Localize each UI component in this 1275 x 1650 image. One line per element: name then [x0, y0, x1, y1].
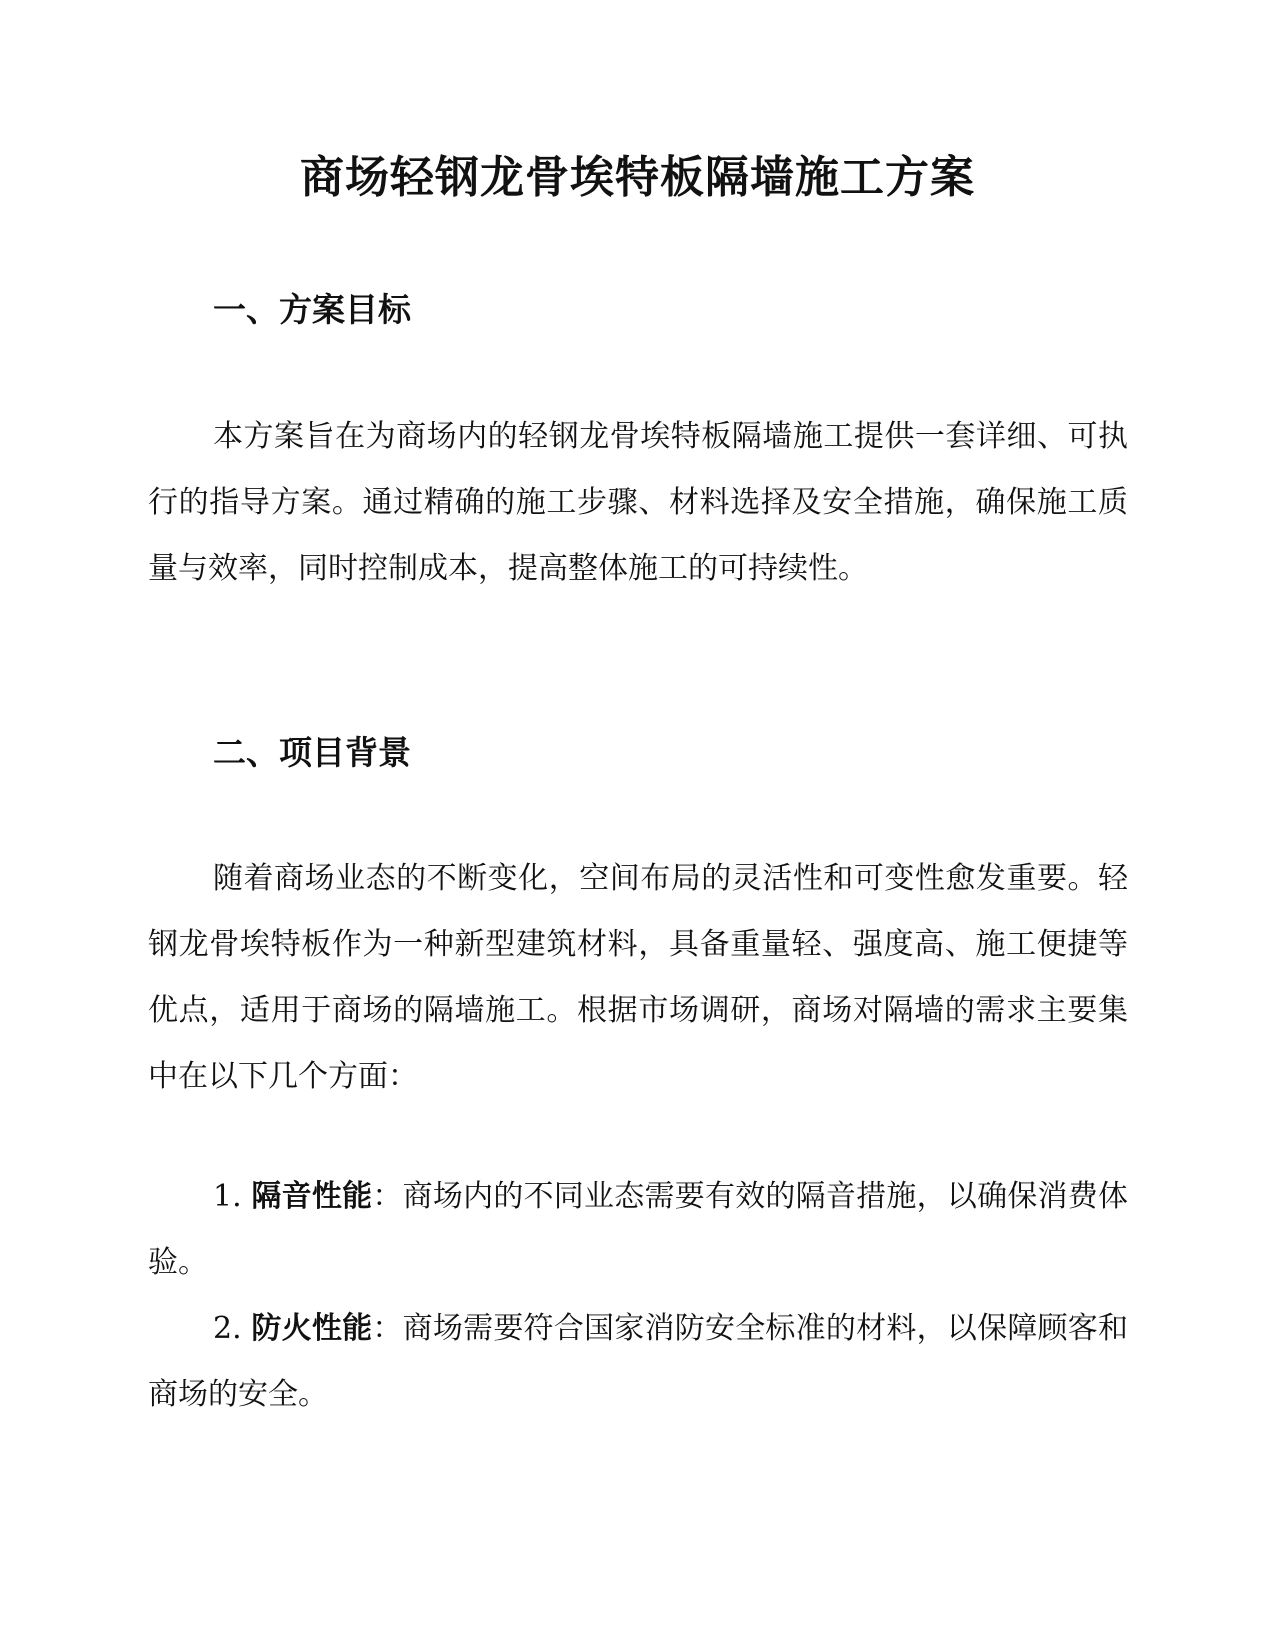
list-item-text: 商场内的不同业态需要有效的隔音措施，以确保消费体验。: [148, 1179, 1129, 1280]
list-item-colon: ：: [372, 1179, 403, 1214]
list-item-number: 1.: [213, 1179, 242, 1214]
section-heading-background: 二、项目背景: [213, 733, 411, 772]
list-item-term: 防火性能: [251, 1311, 373, 1346]
list-item-text: 商场需要符合国家消防安全标准的材料，以保障顾客和商场的安全。: [148, 1311, 1129, 1412]
goal-paragraph: 本方案旨在为商场内的轻钢龙骨埃特板隔墙施工提供一套详细、可执行的指导方案。通过精确的施工步骤、材料选择及安全措施，确保施工质量与效率，同时控制成本，提高整体施工的可持续性。: [148, 419, 1128, 586]
list-item-colon: ：: [372, 1311, 403, 1346]
section-heading-goal: 一、方案目标: [213, 290, 411, 329]
list-item-number: 2.: [213, 1311, 242, 1346]
background-paragraph: 随着商场业态的不断变化，空间布局的灵活性和可变性愈发重要。轻钢龙骨埃特板作为一种新型建筑材料，具备重量轻、强度高、施工便捷等优点，适用于商场的隔墙施工。根据市场调研，商场对隔墙的需求主要集中在以下几个方面：: [148, 861, 1128, 1094]
list-item-soundproofing: [148, 1164, 1128, 1296]
list-item-fireproofing: [148, 1296, 1128, 1428]
list-item-term: 隔音性能: [251, 1179, 373, 1214]
document-title: 商场轻钢龙骨埃特板隔墙施工方案: [300, 152, 975, 203]
